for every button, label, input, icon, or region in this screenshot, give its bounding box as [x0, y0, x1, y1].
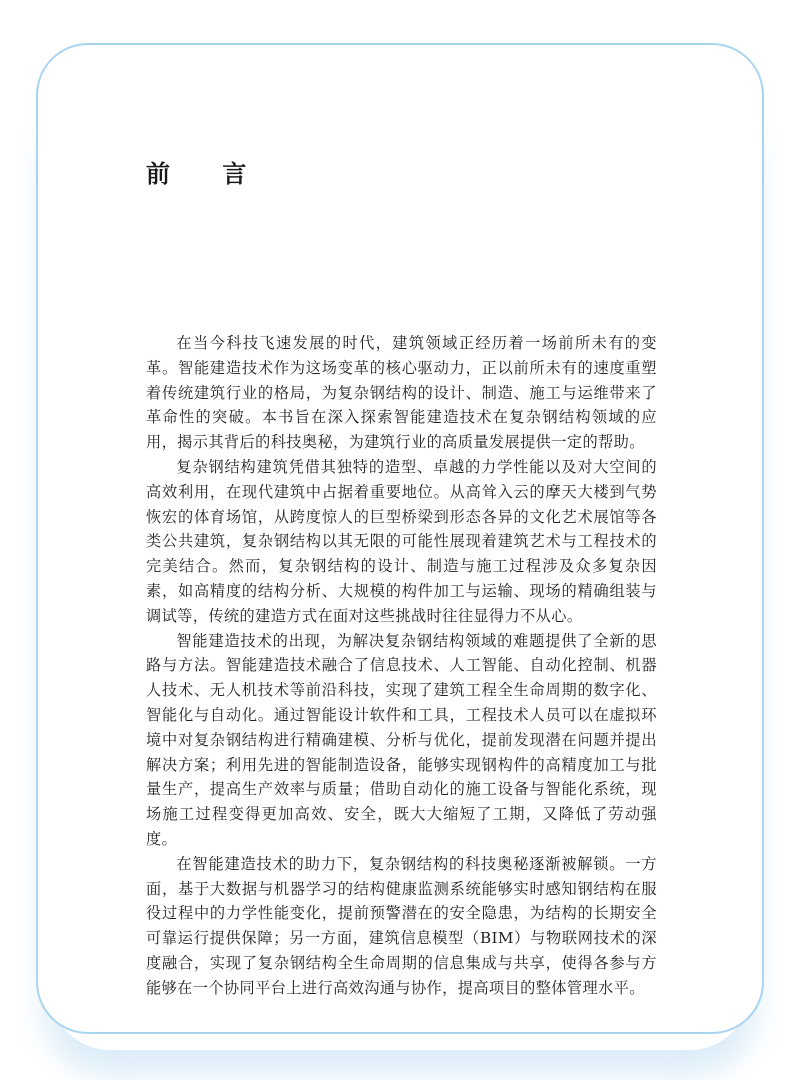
paragraph: 智能建造技术的出现，为解决复杂钢结构领域的难题提供了全新的思路与方法。智能建造技术融合了信息技术、人工智能、自动化控制、机器人技术、无人机技术等前沿科技，实现了建筑工程全生命周期的数字化、智能化与自动化。通过智能设计软件和工具，工程技术人员可以在虚拟环境中对复杂钢结构进行精确建模、分析与优化，提前发现潜在问题并提出解决方案；利用先进的智能制造设备，能够实现钢构件的高精度加工与批量生产，提高生产效率与质量；借助自动化的施工设备与智能化系统，现场施工过程变得更加高效、安全，既大大缩短了工期，又降低了劳动强度。 [146, 631, 657, 848]
paragraph: 复杂钢结构建筑凭借其独特的造型、卓越的力学性能以及对大空间的高效利用，在现代建筑中占据着重要地位。从高耸入云的摩天大楼到气势恢宏的体育场馆，从跨度惊人的巨型桥梁到形态各异的文化艺术展馆等各类公共建筑，复杂钢结构以其无限的可能性展现着建筑艺术与工程技术的完美结合。然而，复杂钢结构的设计、制造与施工过程涉及众多复杂因素，如高精度的结构分析、大规模的构件加工与运输、现场的精确组装与调试等，传统的建造方式在面对这些挑战时往往显得力不从心。 [146, 457, 657, 625]
paragraph: 在当今科技飞速发展的时代，建筑领域正经历着一场前所未有的变革。智能建造技术作为这场变革的核心驱动力，正以前所未有的速度重塑着传统建筑行业的格局，为复杂钢结构的设计、制造、施工与运维带来了革命性的突破。本书旨在深入探索智能建造技术在复杂钢结构领域的应用，揭示其背后的科技奥秘，为建筑行业的高质量发展提供一定的帮助。 [146, 334, 657, 452]
page-title: 前 言 [146, 160, 269, 188]
preface-body [146, 331, 657, 1001]
paragraph: 在智能建造技术的助力下，复杂钢结构的科技奥秘逐渐被解锁。一方面，基于大数据与机器学习的结构健康监测系统能够实时感知钢结构在服役过程中的力学性能变化，提前预警潜在的安全隐患，为结构的长期安全可靠运行提供保障；另一方面，建筑信息模型（BIM）与物联网技术的深度融合，实现了复杂钢结构全生命周期的信息集成与共享，使得各参与方能够在一个协同平台上进行高效沟通与协作，提高项目的整体管理水平。 [146, 854, 657, 997]
